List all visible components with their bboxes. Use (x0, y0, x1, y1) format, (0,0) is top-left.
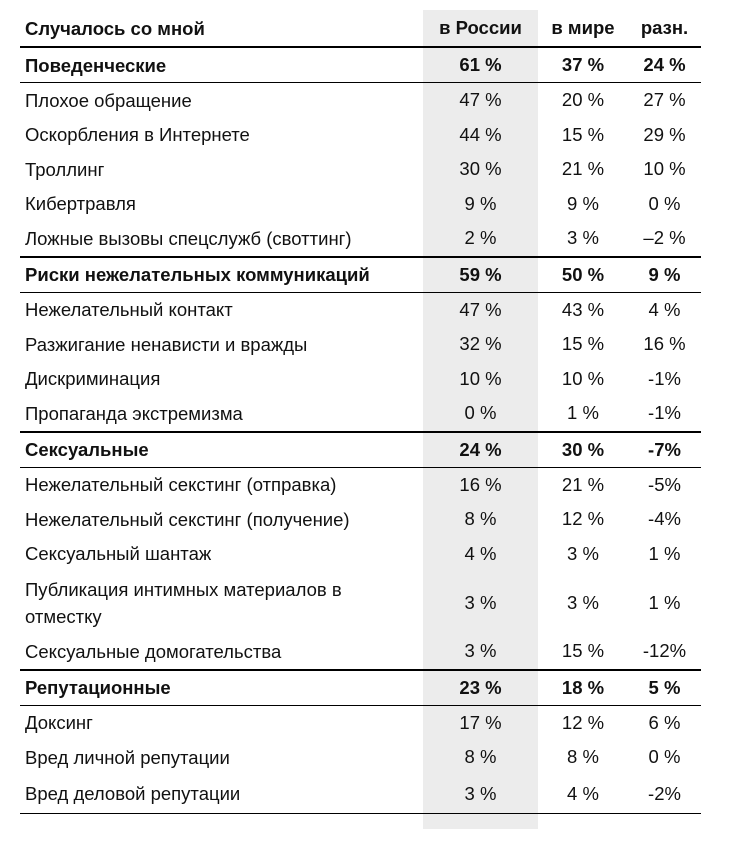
table-row (20, 740, 701, 775)
row-label: Доксинг (25, 712, 93, 734)
table-row (20, 502, 701, 537)
row-world: 43 % (561, 298, 605, 320)
group-label: Поведенческие (20, 47, 423, 83)
row-label: Оскорбления в Интернете (25, 124, 250, 146)
row-world: 10 % (561, 367, 605, 389)
row-diff: -1% (648, 367, 681, 389)
group-label: Репутационные (20, 670, 423, 706)
group-diff: -7% (628, 432, 701, 468)
column-header-russia: в России (423, 10, 538, 47)
table-row (20, 221, 701, 257)
row-russia: 8 % (464, 746, 497, 768)
group-label: Риски нежелательных коммуникаций (20, 257, 423, 293)
row-diff: 0 % (648, 746, 681, 768)
row-diff: -1% (648, 402, 681, 424)
row-diff: 4 % (648, 298, 681, 320)
group-russia: 23 % (423, 670, 538, 706)
row-diff: 0 % (648, 192, 681, 214)
row-diff: –2 % (643, 227, 686, 249)
row-russia: 44 % (459, 123, 502, 145)
row-label: Вред личной репутации (25, 746, 230, 768)
row-russia: 2 % (464, 227, 497, 249)
column-header-diff: разн. (628, 10, 701, 47)
group-world: 30 % (538, 432, 628, 468)
row-world: 4 % (538, 775, 628, 814)
row-russia: 4 % (464, 542, 497, 564)
row-label: Нежелательный контакт (25, 299, 233, 321)
row-russia: 17 % (459, 711, 502, 733)
row-world: 1 % (567, 402, 599, 424)
table-row (20, 327, 701, 362)
row-world: 12 % (561, 711, 605, 733)
group-russia: 59 % (423, 257, 538, 293)
group-diff: 9 % (628, 257, 701, 293)
row-label: Публикация интимных материалов в отместку (25, 578, 342, 627)
row-diff: 1 % (648, 542, 681, 564)
group-world: 18 % (538, 670, 628, 706)
table-row (20, 705, 701, 740)
column-header-world: в мире (538, 10, 628, 47)
table-row (20, 83, 701, 118)
row-world: 15 % (561, 123, 605, 145)
row-diff: -5% (648, 473, 681, 495)
group-row (20, 432, 701, 468)
row-label: Дискриминация (25, 368, 161, 390)
row-world: 12 % (561, 508, 605, 530)
row-diff: 10 % (643, 158, 686, 180)
row-label: Нежелательный секстинг (отправка) (25, 474, 337, 496)
row-russia: 16 % (459, 473, 502, 495)
table-row (20, 118, 701, 153)
row-diff: 27 % (643, 89, 686, 111)
row-world: 21 % (561, 158, 605, 180)
group-label: Сексуальные (20, 432, 423, 468)
row-russia: 0 % (464, 402, 497, 424)
table-row (20, 362, 701, 397)
row-russia: 3 % (464, 591, 497, 613)
row-label: Сексуальные домогательства (25, 640, 282, 662)
group-row (20, 670, 701, 706)
row-label: Нежелательный секстинг (получение) (25, 508, 350, 530)
group-russia: 24 % (423, 432, 538, 468)
group-world: 50 % (538, 257, 628, 293)
row-label: Кибертравля (25, 193, 136, 215)
row-diff: -12% (642, 640, 687, 662)
row-russia: 8 % (464, 508, 497, 530)
row-russia: 32 % (459, 333, 502, 355)
row-label: Троллинг (25, 158, 105, 180)
row-label: Разжигание ненависти и вражды (25, 333, 308, 355)
group-diff: 5 % (628, 670, 701, 706)
stats-table-container (20, 10, 701, 814)
row-diff: 16 % (643, 333, 686, 355)
group-diff: 24 % (628, 47, 701, 83)
row-world: 15 % (561, 333, 605, 355)
row-diff: 29 % (643, 123, 686, 145)
row-russia: 3 % (464, 640, 497, 662)
row-russia: 3 % (423, 775, 538, 814)
row-label: Ложные вызовы спецслужб (своттинг) (25, 227, 352, 249)
row-russia: 47 % (459, 298, 502, 320)
row-russia: 47 % (459, 89, 502, 111)
table-row (20, 467, 701, 502)
stats-table (20, 10, 701, 814)
row-world: 3 % (567, 591, 599, 613)
row-diff: 6 % (648, 711, 681, 733)
table-row (20, 634, 701, 670)
row-label: Пропаганда экстремизма (25, 402, 243, 424)
row-world: 3 % (567, 542, 599, 564)
header-row (20, 10, 701, 47)
row-world: 3 % (567, 227, 599, 249)
row-label: Плохое обращение (25, 89, 192, 111)
row-label: Вред деловой репутации (20, 775, 423, 814)
table-row (20, 571, 701, 634)
row-russia: 9 % (464, 192, 497, 214)
row-world: 8 % (567, 746, 599, 768)
row-diff: -2% (628, 775, 701, 814)
group-russia: 61 % (423, 47, 538, 83)
table-row (20, 775, 701, 814)
row-russia: 30 % (459, 158, 502, 180)
table-row (20, 396, 701, 432)
row-world: 20 % (561, 89, 605, 111)
table-row (20, 292, 701, 327)
row-world: 21 % (561, 473, 605, 495)
table-row (20, 537, 701, 572)
row-world: 15 % (561, 640, 605, 662)
table-row (20, 152, 701, 187)
row-world: 9 % (567, 192, 599, 214)
group-row (20, 47, 701, 83)
group-world: 37 % (538, 47, 628, 83)
row-label: Сексуальный шантаж (25, 543, 212, 565)
row-diff: -4% (648, 508, 681, 530)
row-diff: 1 % (648, 591, 681, 613)
row-russia: 10 % (459, 367, 502, 389)
column-header-label: Случалось со мной (20, 10, 423, 47)
group-row (20, 257, 701, 293)
table-row (20, 187, 701, 222)
